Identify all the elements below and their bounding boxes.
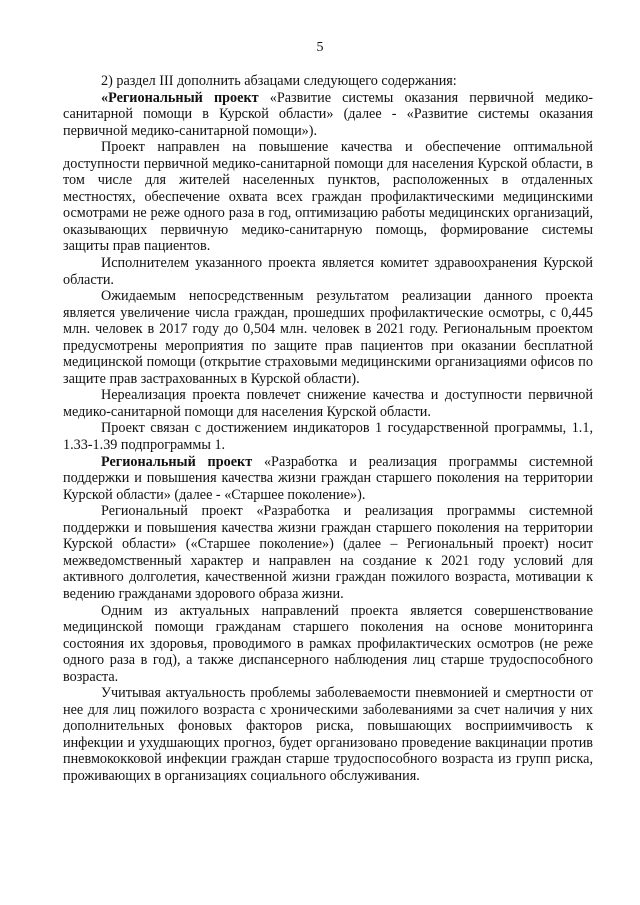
paragraph: Учитывая актуальность проблемы заболеваемости пневмонией и смертности от нее для лиц пожилого возраста с хроническими заболеваниями за счет наличия у них дополнительных фоновых факторов риска, повышающих восприимчивость к инфекции и ухудшающих прогноз, будет организовано проведение вакцинации против пневмококковой инфекции граждан старше трудоспособного возраста из групп риска, проживающих в организациях социального обслуживания. [63,685,593,784]
bold-heading: «Региональный проект [101,89,259,106]
paragraph: Проект направлен на повышение качества и обеспечение оптимальной доступности первичной медико-санитарной помощи для населения Курской области, в том числе для жителей населенных пунктов, расположенных в отдаленных местностях, обеспечение охвата всех граждан профилактическими медицинскими осмотрами не реже одного раза в год, оптимизацию работы медицинских организаций, оказывающих первичную медико-санитарную помощь, формирование системы защиты прав пациентов. [63,139,593,255]
paragraph: 2) раздел III дополнить абзацами следующего содержания: [101,73,457,89]
paragraph-text: «Развитие системы оказания первичной медико-санитарной помощи в Курской области» (далее - «Развитие системы оказания первичной медико-санитарной помощи»). [63,89,593,139]
bold-heading: Региональный проект [101,453,253,470]
paragraph: Ожидаемым непосредственным результатом реализации данного проекта является увеличение числа граждан, прошедших профилактические осмотры, с 0,445 млн. человек в 2017 году до 0,504 млн. человек в 2021 году. Региональным проектом предусмотрены мероприятия по защите прав пациентов при оказании бесплатной медицинской помощи (открытие страховыми медицинскими организациями офисов по защите прав застрахованных в Курской области). [63,288,593,387]
paragraph [63,454,593,504]
paragraph-text: «Разработка и реализация программы системной поддержки и повышения качества жизни граждан старшего поколения на территории Курской области» (далее - «Старшее поколение»). [63,453,594,503]
paragraph: Одним из актуальных направлений проекта является совершенствование медицинской помощи гражданам старшего поколения на основе мониторинга состояния их здоровья, проводимого в рамках профилактических осмотров (не реже одного раза в год), а также диспансерного наблюдения лиц старше трудоспособного возраста. [63,602,593,685]
paragraph: Исполнителем указанного проекта является комитет здравоохранения Курской области. [63,255,593,288]
page-number: 5 [316,40,324,55]
paragraph [63,90,593,140]
paragraph: Проект связан с достижением индикаторов 1 государственной программы, 1.1, 1.33-1.39 подпрограммы 1. [63,420,593,454]
paragraph: Региональный проект «Разработка и реализация программы системной поддержки и повышения качества жизни граждан старшего поколения на территории Курской области» («Старшее поколение») (далее – Региональный проект) носит межведомственный характер и направлен на создание к 2021 году условий для активного долголетия, качественной жизни граждан пожилого возраста, мотивации к ведению гражданами здорового образа жизни. [63,503,593,602]
document-body [63,73,593,785]
paragraph: Нереализация проекта повлечет снижение качества и доступности первичной медико-санитарной помощи для населения Курской области. [63,387,593,420]
